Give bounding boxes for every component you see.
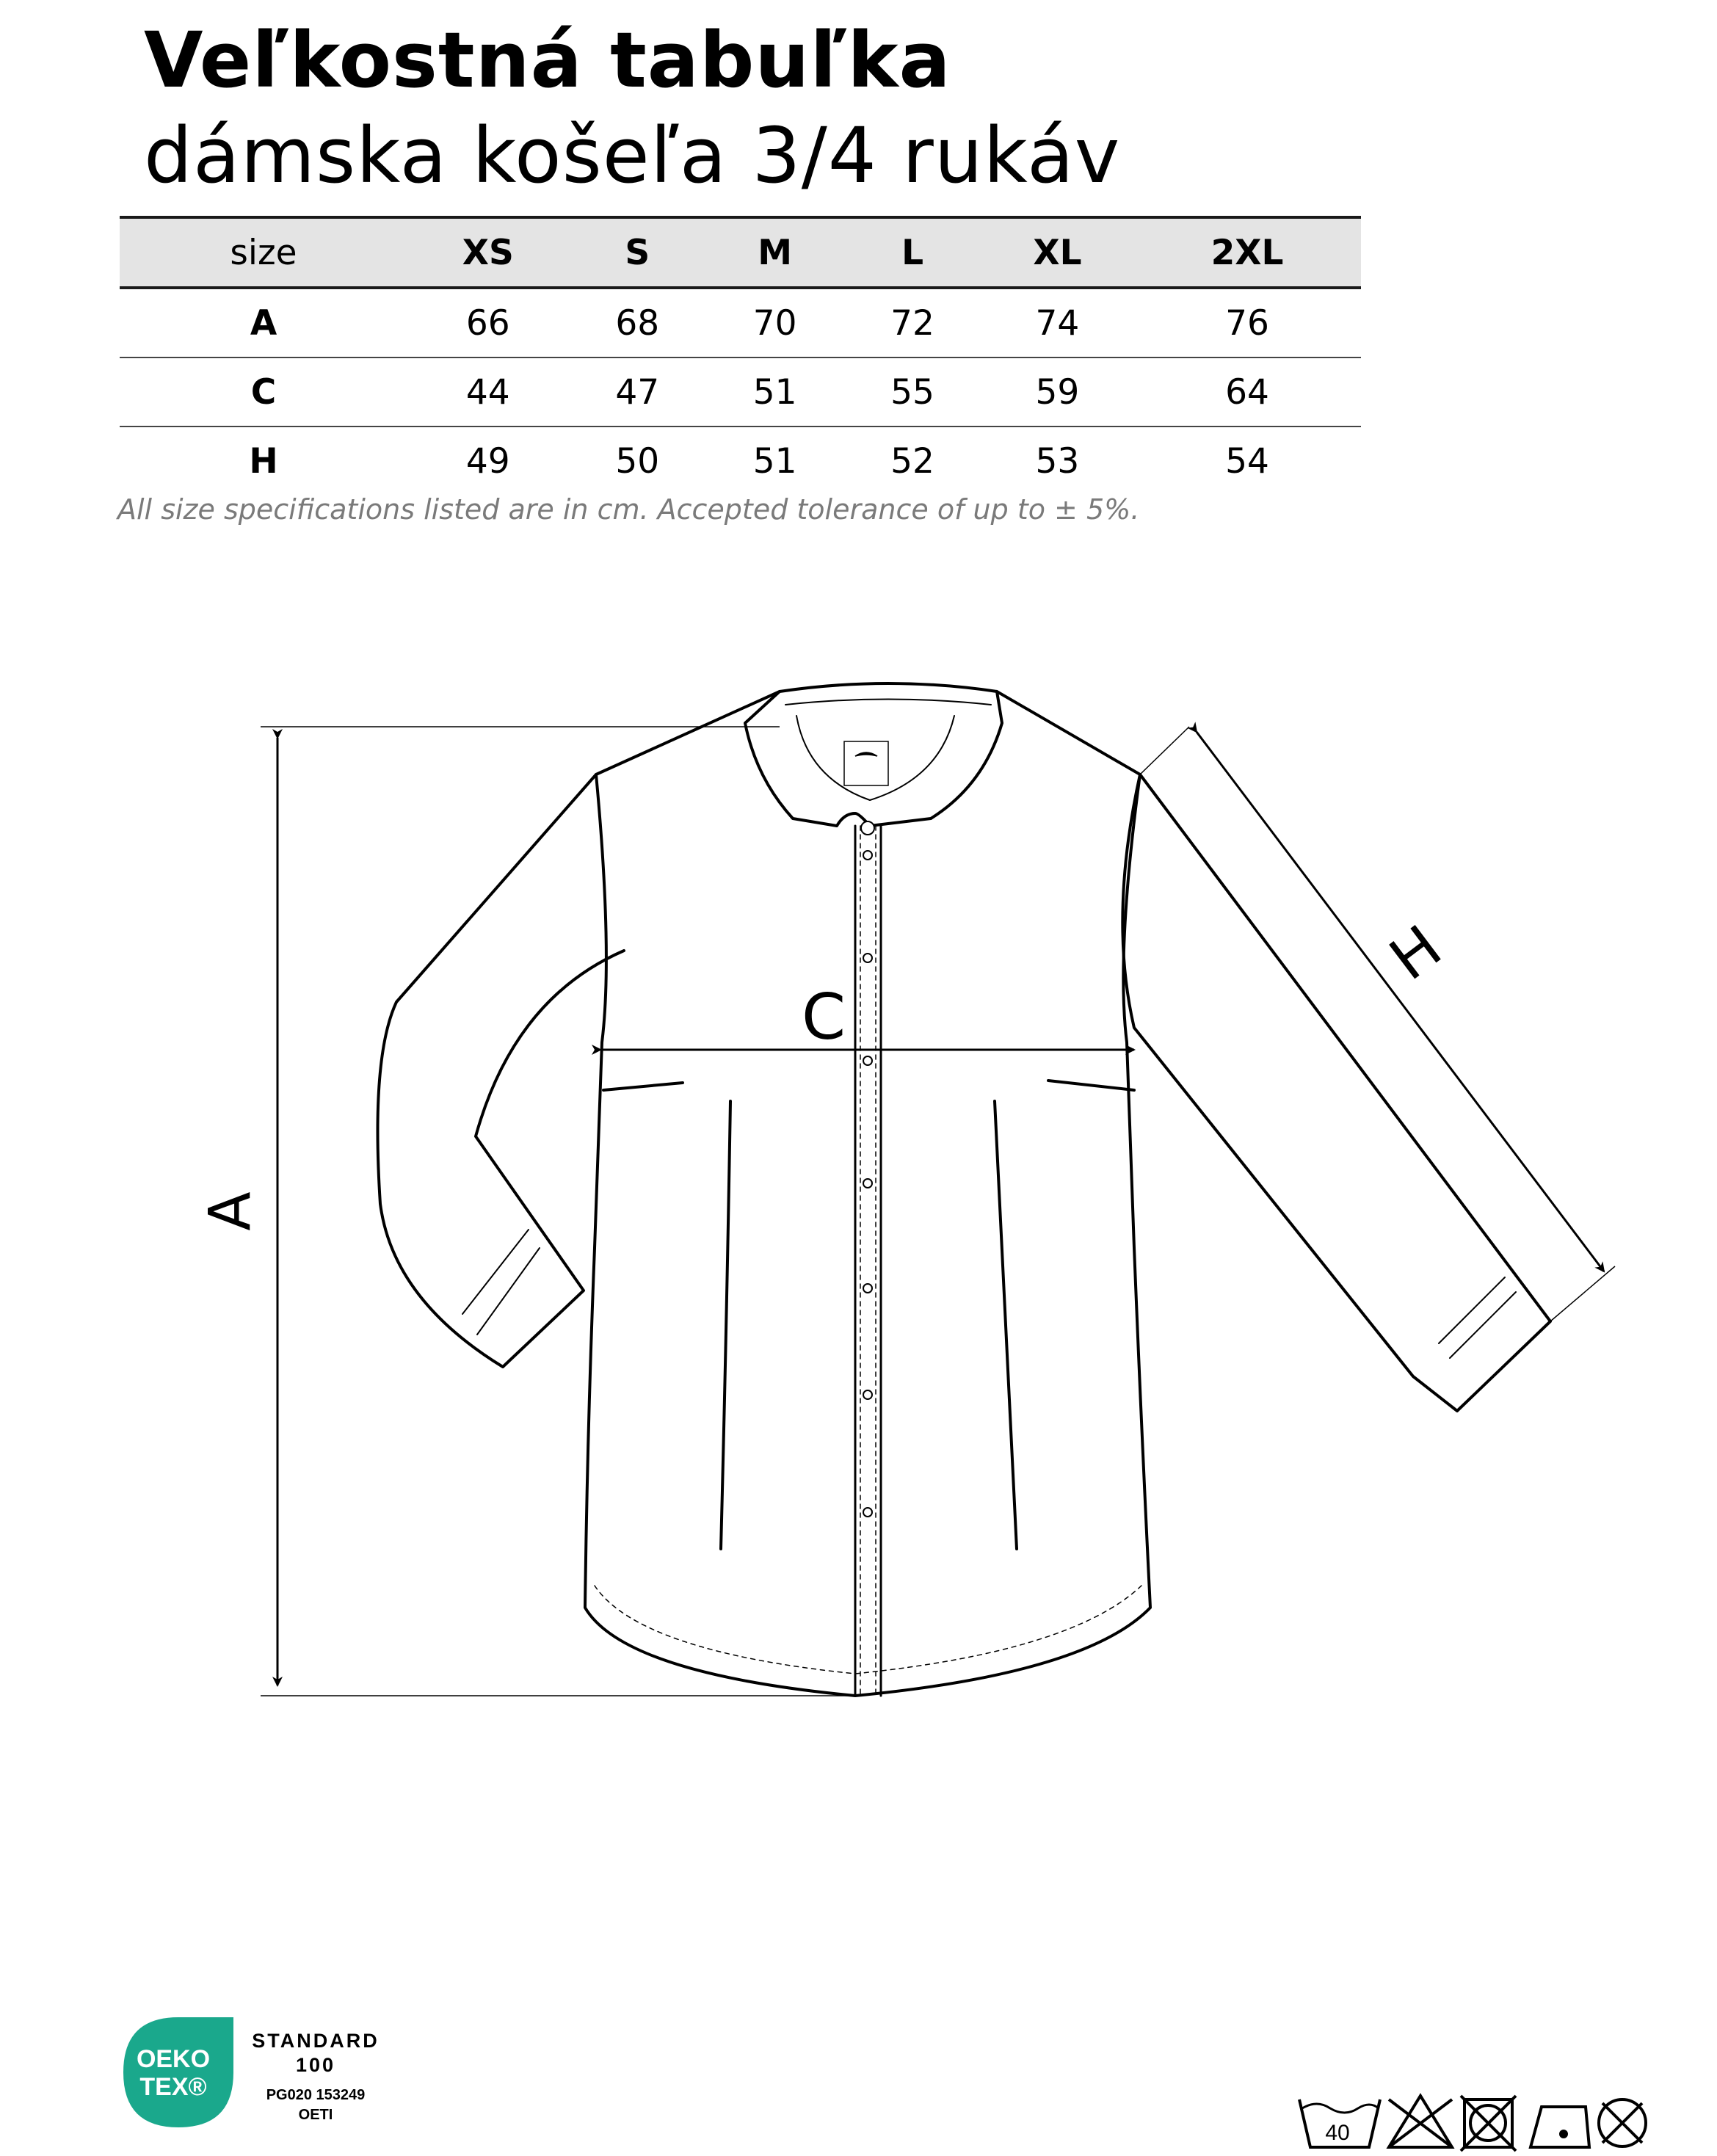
table-cell: 51	[706, 357, 843, 427]
oeko-line2: TEX®	[139, 2073, 207, 2101]
oeko-tex-logo	[123, 2017, 233, 2127]
table-cell: 59	[981, 357, 1133, 427]
row-label-h: H	[249, 440, 278, 482]
no-dry-clean-icon	[1599, 2099, 1646, 2146]
waist-dart-left	[721, 1101, 730, 1549]
oeko-code: PG020 153249	[266, 2087, 366, 2103]
shirt-outline	[377, 683, 1550, 1696]
measure-h-arrow	[1197, 732, 1604, 1271]
waist-dart-right	[995, 1101, 1017, 1549]
row-label-a: A	[120, 288, 407, 357]
oeko-number: 100	[295, 2054, 336, 2076]
button	[863, 954, 872, 962]
bust-dart-left	[603, 1083, 683, 1090]
table-cell: 68	[569, 288, 706, 357]
brand-bird-icon	[855, 752, 877, 756]
page-subtitle: dámska košeľa 3/4 rukáv	[144, 111, 1121, 200]
header-xs: XS	[407, 217, 569, 288]
button	[863, 1179, 872, 1188]
oeko-tex-info	[250, 2030, 382, 2124]
neck-label-box	[844, 741, 888, 785]
row-label-c: C	[120, 357, 407, 427]
collar-inner	[785, 700, 991, 705]
table-cell: 70	[706, 288, 843, 357]
page-title: Veľkostná tabuľka	[144, 15, 951, 105]
oeko-standard: STANDARD	[252, 2030, 380, 2052]
wash-40-icon	[1299, 2099, 1380, 2147]
neck-label	[844, 741, 888, 785]
right-sleeve	[1122, 774, 1550, 1411]
table-cell: 44	[407, 357, 569, 427]
button	[861, 821, 874, 835]
header-xl: XL	[981, 217, 1133, 288]
buttons	[861, 821, 874, 1517]
table-cell: 66	[407, 288, 569, 357]
no-tumble-dry-icon	[1461, 2096, 1516, 2151]
button	[863, 1508, 872, 1517]
measure-h-ext-top	[1140, 727, 1189, 774]
care-symbols	[1299, 2096, 1646, 2151]
table-cell: 74	[981, 288, 1133, 357]
table-cell: 64	[1133, 357, 1361, 427]
collar-stand	[796, 716, 954, 800]
table-cell: 49	[465, 440, 510, 482]
table-cell: 51	[752, 440, 797, 482]
header-l: L	[843, 217, 981, 288]
table-cell: 52	[890, 440, 934, 482]
label-a: A	[197, 1191, 264, 1231]
table-cell: 72	[843, 288, 981, 357]
button	[863, 1284, 872, 1293]
iron-low-icon	[1531, 2107, 1589, 2147]
left-cuff	[462, 1230, 540, 1335]
table-cell: 55	[843, 357, 981, 427]
header-2xl: 2XL	[1133, 217, 1361, 288]
hem-stitch	[595, 1586, 1141, 1674]
table-cell: 76	[1133, 288, 1361, 357]
oeko-institute: OETI	[298, 2107, 333, 2123]
table-cell: 50	[615, 440, 660, 482]
table-cell: 54	[1225, 440, 1269, 482]
button	[863, 1056, 872, 1065]
right-cuff	[1439, 1277, 1516, 1358]
label-h: H	[1377, 912, 1454, 994]
table-cell: 53	[1035, 440, 1080, 482]
shirt-body	[585, 692, 1150, 1696]
header-size: size	[120, 217, 407, 288]
header-s: S	[569, 217, 706, 288]
measure-a	[261, 727, 855, 1696]
no-bleach-icon	[1389, 2096, 1452, 2147]
oeko-line1: OEKO	[136, 2045, 211, 2073]
header-m: M	[706, 217, 843, 288]
left-sleeve	[377, 774, 624, 1367]
bust-dart-right	[1048, 1081, 1134, 1090]
table-cell: 47	[569, 357, 706, 427]
button	[863, 851, 872, 860]
tolerance-note: All size specifications listed are in cm. Accepted tolerance of up to ± 5%.	[117, 493, 1140, 526]
measure-h-ext-bottom	[1550, 1266, 1615, 1321]
button	[863, 1390, 872, 1399]
label-c: C	[801, 981, 846, 1054]
svg-text:40: 40	[1325, 2121, 1350, 2145]
